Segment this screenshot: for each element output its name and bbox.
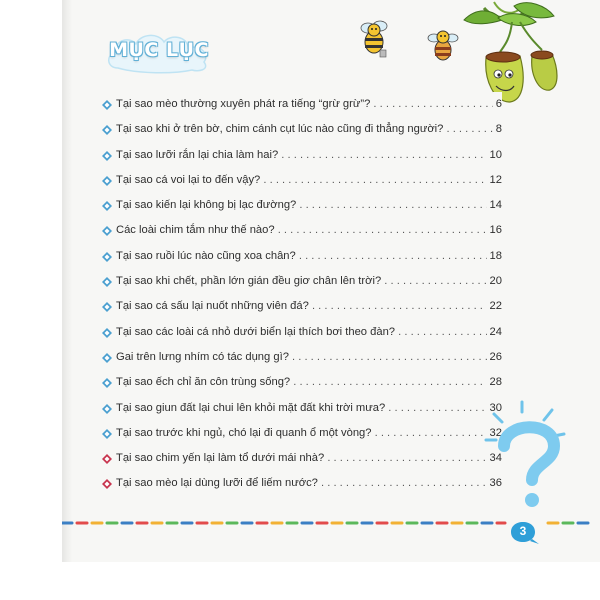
bee-icon xyxy=(354,18,396,60)
toc-item[interactable] xyxy=(102,471,502,496)
toc-title: Tại sao khi ở trên bờ, chim cánh cụt lúc nào cũng đi thẳng người? . . . xyxy=(116,117,502,142)
toc-item[interactable] xyxy=(102,117,502,142)
toc-item[interactable] xyxy=(102,218,502,243)
toc-title: Tại sao cá voi lại to đến vậy? . . . xyxy=(116,168,502,193)
diamond-bullet-icon xyxy=(102,176,112,186)
toc-item[interactable] xyxy=(102,396,502,421)
toc-title: Tại sao kiến lại không bị lạc đường? . . . xyxy=(116,193,502,218)
toc-page: 28 xyxy=(487,370,502,395)
toc-title: Tại sao các loài cá nhỏ dưới biển lại thích bơi theo đàn? . . . xyxy=(116,320,502,345)
toc-title: Tại sao mèo lại dùng lưỡi để liếm nước? . . . xyxy=(116,471,502,496)
toc-item[interactable] xyxy=(102,345,502,370)
diamond-bullet-icon xyxy=(102,100,112,110)
diamond-bullet-icon xyxy=(102,454,112,464)
diamond-bullet-icon xyxy=(102,252,112,262)
toc-item[interactable] xyxy=(102,320,502,345)
toc-item[interactable] xyxy=(102,244,502,269)
toc-page: 6 xyxy=(493,92,502,117)
toc-title: Tại sao lưỡi rắn lại chia làm hai? . . . xyxy=(116,143,502,168)
toc-page: 34 xyxy=(487,446,502,471)
diamond-bullet-icon xyxy=(102,277,112,287)
toc-title: Tại sao chim yến lại làm tổ dưới mái nhà? . . . xyxy=(116,446,502,471)
toc-page: 14 xyxy=(487,193,502,218)
toc-item[interactable] xyxy=(102,421,502,446)
toc-page: 16 xyxy=(487,218,502,243)
book-page xyxy=(62,0,600,562)
toc-title: Tại sao ếch chỉ ăn côn trùng sống? . . . xyxy=(116,370,502,395)
table-of-contents xyxy=(102,92,502,497)
toc-title: Gai trên lưng nhím có tác dụng gì? . . . xyxy=(116,345,502,370)
page-title: MỤC LỤC xyxy=(109,39,209,61)
toc-item[interactable] xyxy=(102,294,502,319)
toc-item[interactable] xyxy=(102,143,502,168)
toc-page: 36 xyxy=(487,471,502,496)
toc-item[interactable] xyxy=(102,269,502,294)
diamond-bullet-icon xyxy=(102,429,112,439)
toc-page: 10 xyxy=(487,143,502,168)
toc-page: 18 xyxy=(487,244,502,269)
toc-item[interactable] xyxy=(102,92,502,117)
diamond-bullet-icon xyxy=(102,151,112,161)
toc-page: 26 xyxy=(487,345,502,370)
toc-title: Tại sao ruồi lúc nào cũng xoa chân? . . . xyxy=(116,244,502,269)
toc-title: Tại sao khi chết, phần lớn gián đều giơ chân lên trời? . . . xyxy=(116,269,502,294)
question-mark-icon xyxy=(482,400,578,510)
diamond-bullet-icon xyxy=(102,201,112,211)
toc-item[interactable] xyxy=(102,193,502,218)
toc-item[interactable] xyxy=(102,168,502,193)
diamond-bullet-icon xyxy=(102,378,112,388)
toc-item[interactable] xyxy=(102,370,502,395)
toc-title: Tại sao mèo thường xuyên phát ra tiếng “grừ grừ”? . . . xyxy=(116,92,502,117)
toc-page: 20 xyxy=(487,269,502,294)
toc-page: 8 xyxy=(493,117,502,142)
toc-page: 32 xyxy=(487,421,502,446)
page-number-badge xyxy=(510,521,540,545)
toc-page: 22 xyxy=(487,294,502,319)
toc-title: Tại sao giun đất lại chui lên khỏi mặt đất khi trời mưa? . . . xyxy=(116,396,502,421)
toc-item[interactable] xyxy=(102,446,502,471)
diamond-bullet-icon xyxy=(102,302,112,312)
toc-title: Tại sao cá sấu lại nuốt những viên đá? . . . xyxy=(116,294,502,319)
diamond-bullet-icon xyxy=(102,353,112,363)
toc-page: 30 xyxy=(487,396,502,421)
title-cloud xyxy=(104,30,214,74)
toc-page: 24 xyxy=(487,320,502,345)
toc-title: Các loài chim tắm như thế nào? . . . xyxy=(116,218,502,243)
diamond-bullet-icon xyxy=(102,479,112,489)
toc-title: Tại sao trước khi ngủ, chó lại đi quanh ổ một vòng? . . . xyxy=(116,421,502,446)
diamond-bullet-icon xyxy=(102,226,112,236)
diamond-bullet-icon xyxy=(102,328,112,338)
page-number: 3 xyxy=(519,524,527,538)
diamond-bullet-icon xyxy=(102,404,112,414)
diamond-bullet-icon xyxy=(102,125,112,135)
toc-page: 12 xyxy=(487,168,502,193)
